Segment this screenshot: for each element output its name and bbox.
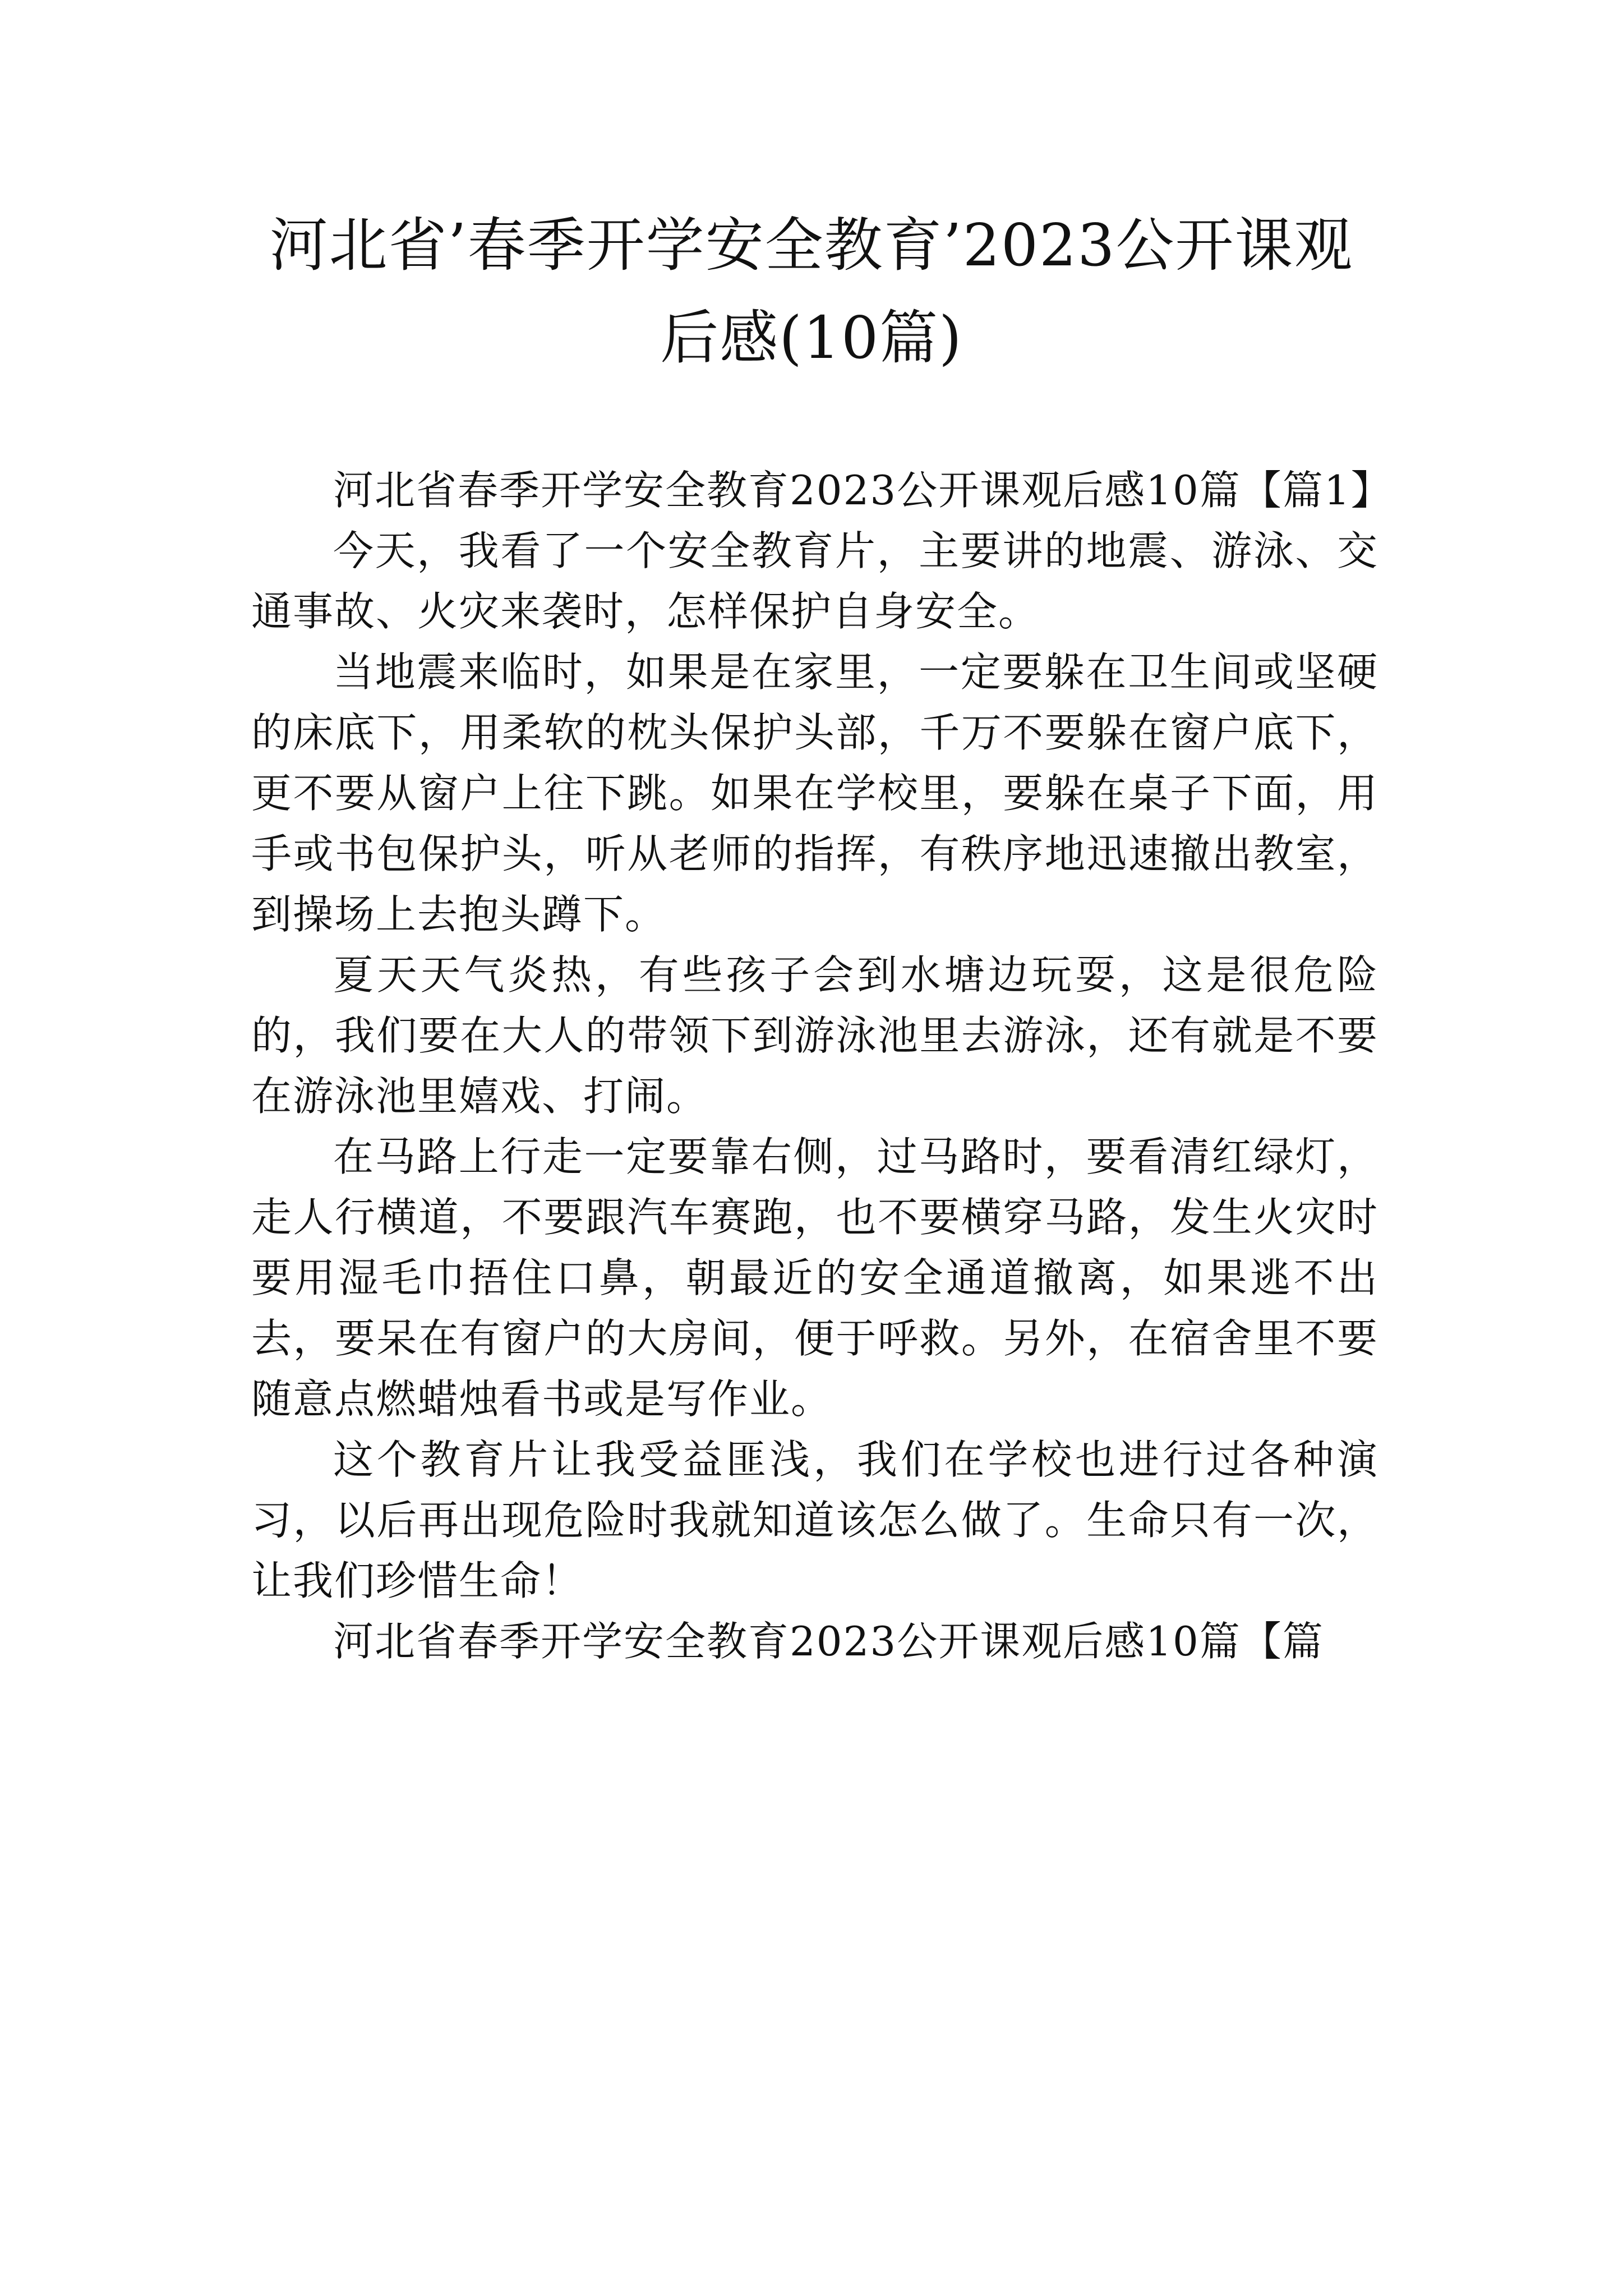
title-line-1: 河北省’春季开学安全教育’2023公开课观 xyxy=(269,211,1354,279)
paragraph-conclusion: 这个教育片让我受益匪浅，我们在学校也进行过各种演习，以后再出现危险时我就知道该怎么做了。生命只有一次，让我们珍惜生命！ xyxy=(251,1436,1378,1604)
title-line-2: 后感(10篇) xyxy=(660,303,963,372)
paragraph-swimming: 夏天天气炎热，有些孩子会到水塘边玩耍，这是很危险的，我们要在大人的带领下到游泳池里去游泳，还有就是不要在游泳池里嬉戏、打闹。 xyxy=(251,951,1378,1120)
document-body xyxy=(251,460,1393,1672)
document-title xyxy=(168,199,1455,384)
paragraph-traffic-fire: 在马路上行走一定要靠右侧，过马路时，要看清红绿灯，走人行横道，不要跟汽车赛跑，也不要横穿马路，发生火灾时要用湿毛巾捂住口鼻，朝最近的安全通道撤离，如果逃不出去，要呆在有窗户的大房间，便于呼救。另外，在宿舍里不要随意点燃蜡烛看书或是写作业。 xyxy=(251,1133,1378,1423)
section-heading-1: 河北省春季开学安全教育2023公开课观后感10篇【篇1】 xyxy=(333,467,1393,514)
paragraph-intro: 今天，我看了一个安全教育片，主要讲的地震、游泳、交通事故、火灾来袭时，怎样保护自身安全。 xyxy=(251,527,1378,635)
paragraph-earthquake: 当地震来临时，如果是在家里，一定要躲在卫生间或坚硬的床底下，用柔软的枕头保护头部，千万不要躲在窗户底下，更不要从窗户上往下跳。如果在学校里，要躲在桌子下面，用手或书包保护头，听从老师的指挥，有秩序地迅速撤出教室，到操场上去抱头蹲下。 xyxy=(251,648,1378,938)
section-heading-2: 河北省春季开学安全教育2023公开课观后感10篇【篇 xyxy=(333,1618,1324,1665)
